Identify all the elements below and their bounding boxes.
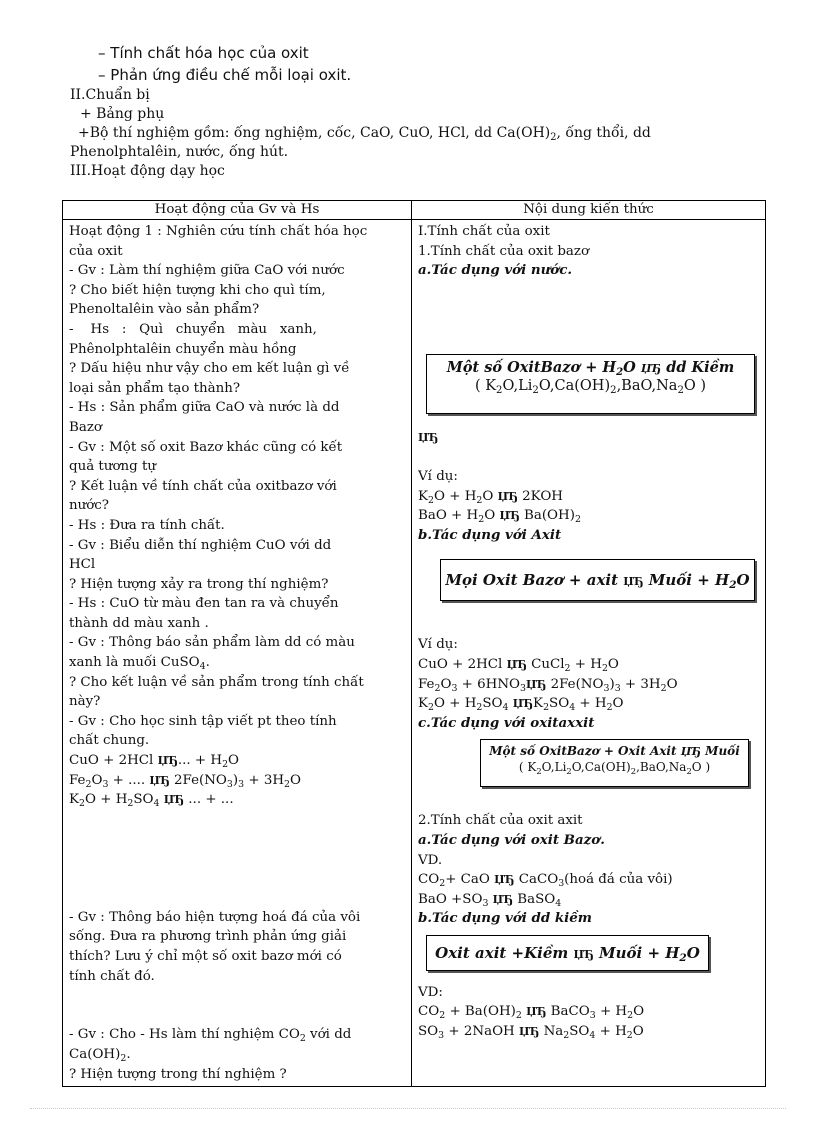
equation: CuO + 2HCl ЏЂ CuCl$_2$ + $H_2O$ (418, 656, 619, 674)
teacher-student-activities (63, 220, 412, 1087)
subheading: c.Tác dụng với oxitaxxit (418, 714, 595, 731)
arrow-icon: ЏЂ (163, 793, 185, 807)
table-header-row (63, 201, 766, 220)
text-line: Bazơ (69, 419, 102, 435)
equation: BaO $+SO_3$ ЏЂ BaSO$_4$ (418, 891, 562, 909)
arrow-icon: ЏЂ (623, 575, 644, 589)
arrow-icon: ЏЂ (512, 697, 534, 711)
arrow-icon: ЏЂ (492, 892, 513, 906)
text-line: ? Cho biết hiện tượng khi cho quì tím, (69, 282, 326, 298)
text-line: VD: (418, 984, 443, 1000)
arrow-icon: ЏЂ (526, 1005, 547, 1019)
arrow-icon: ЏЂ (573, 947, 594, 961)
arrow-icon: ЏЂ (149, 773, 170, 787)
text-line: - Hs : Sản phẩm giữa CaO và nước là dd (69, 400, 340, 416)
arrow-icon: ЏЂ (680, 745, 701, 759)
text-line: quả tương tự (69, 459, 156, 475)
arrow-icon: ЏЂ (157, 754, 178, 768)
text-line: Ví dụ: (418, 637, 458, 653)
text-line: I.Tính chất của oxit (418, 224, 550, 239)
text-line: ? Dấu hiệu như vậy cho em kết luận gì về (69, 361, 350, 377)
page-bottom-rule (30, 1108, 786, 1109)
arrow-icon: ЏЂ (497, 489, 518, 503)
text-line: sống. Đưa ra phương trình phản ứng giải (69, 929, 347, 945)
prep-item: +Bộ thí nghiệm gồm: ống nghiệm, cốc, CaO, CuO, HCl, dd $Ca(OH)_2$, ống thổi, dd (78, 125, 651, 143)
subheading: a.Tác dụng với oxit Bazơ. (418, 831, 605, 848)
equation: $SO_3$ + 2NaOH ЏЂ $Na_2SO_4 + H_2O$ (418, 1024, 644, 1042)
lesson-table (62, 200, 766, 1087)
arrow-icon: ЏЂ (526, 677, 547, 691)
equation: $K_2O + H_2O$ ЏЂ 2KOH (418, 488, 563, 506)
text-line: ? Cho kết luận về sản phẩm trong tính chất (69, 674, 364, 690)
prep-item: + Bảng phụ (80, 106, 165, 122)
text-line: - Gv : Làm thí nghiệm giữa CaO với nước (69, 263, 345, 279)
formula-box: Oxit axit +Kiềm ЏЂ Muối + $H_2O$ (426, 935, 709, 971)
formula-box: Một số OxitBazơ + $H_2O$ ЏЂ dd Kiềm ( $K_2O,Li_2O,Ca(OH)_2,BaO,Na_2O$ ) (426, 354, 755, 414)
arrow-icon: ЏЂ (519, 1025, 540, 1039)
arrow-icon: ЏЂ (494, 873, 515, 887)
arrow-icon: ЏЂ (640, 361, 662, 375)
text-line: - Gv : Thông báo sản phẩm làm dd có màu (69, 635, 355, 651)
text-line: của oxit (69, 243, 123, 259)
text-line: - Gv : Biểu diễn thí nghiệm CuO với dd (69, 537, 332, 553)
text-line: - Gv : Cho - Hs làm thí nghiệm $CO_2$ với dd (69, 1027, 352, 1045)
text-line: thành dd màu xanh . (69, 615, 209, 631)
text-line: Ví dụ: (418, 468, 458, 484)
text-line: ? Kết luận về tính chất của oxitbazơ với (69, 478, 337, 494)
col-header: Nội dung kiến thức (412, 201, 766, 220)
arrow-icon: ЏЂ (418, 430, 439, 444)
text-line: - Hs : CuO từ màu đen tan ra và chuyển (69, 596, 339, 612)
text-line: HCl (69, 557, 96, 573)
text-line: tính chất đó. (69, 968, 155, 984)
text-line: Phenoltalêin vào sản phẩm? (69, 302, 260, 318)
arrow-icon: ЏЂ (499, 509, 520, 523)
section-title: III.Hoạt động dạy học (70, 163, 225, 179)
equation: $CO_2+$ CaO ЏЂ CaCO$_3$(hoá đá của vôi) (418, 872, 673, 890)
text-line: ? Hiện tượng trong thí nghiệm ? (69, 1066, 287, 1082)
text-line: thích? Lưu ý chỉ một số oxit bazơ mới có (69, 948, 342, 964)
objective-item: – Tính chất hóa học của oxit (98, 44, 309, 62)
text-line: xanh là muối CuSO$_4$. (69, 655, 210, 673)
exercise-equation: CuO + 2HCl ЏЂ... + $H_2O$ (69, 753, 240, 771)
text-line: $Ca(OH)_2$. (69, 1046, 131, 1064)
table-row (63, 220, 766, 1087)
col-header: Hoạt động của Gv và Hs (63, 201, 412, 220)
formula-box: Mọi Oxit Bazơ + axit ЏЂ Muối + $H_2O$ (440, 559, 755, 601)
objective-item: – Phản ứng điều chế mỗi loại oxit. (98, 66, 352, 84)
equation: $CO_2 + Ba(OH)_2$ ЏЂ BaCO$_3$ + $H_2O$ (418, 1004, 645, 1022)
formula-box: Một số OxitBazơ + Oxit Axit ЏЂ Muối ( $K_2O,Li_2O,Ca(OH)_2,BaO,Na_2O$ ) (480, 739, 749, 787)
text-line: chất chung. (69, 733, 150, 749)
text-line: 1.Tính chất của oxit bazơ (418, 243, 590, 259)
text-line: nước? (69, 498, 109, 514)
subheading: a.Tác dụng với nước. (418, 262, 573, 279)
text-line: - Gv : Một số oxit Bazơ khác cũng có kết (69, 439, 343, 455)
prep-item-cont: Phenolphtalêin, nước, ống hút. (70, 144, 289, 160)
text-line: - Gv : Cho học sinh tập viết pt theo tính (69, 713, 337, 729)
exercise-equation: $Fe_2O_3$ + .... ЏЂ $2Fe(NO_3)_3 + 3H_2O$ (69, 772, 301, 790)
text-line: - Hs : Quì chuyển màu xanh, (69, 321, 317, 337)
section-title: II.Chuẩn bị (70, 87, 150, 103)
subheading: b.Tác dụng với dd kiềm (418, 910, 592, 927)
subheading: b.Tác dụng với Axit (418, 526, 562, 543)
equation: $K_2O + H_2SO_4$ $ЏЂK_2SO_4 + H_2O$ (418, 696, 624, 714)
equation: BaO + $H_2O$ ЏЂ $Ba(OH)_2$ (418, 508, 581, 526)
text-line: Phênolphtalêin chuyển màu hồng (69, 341, 297, 357)
text-line: VD. (418, 852, 443, 868)
text-line: này? (69, 694, 101, 710)
text-line: - Gv : Thông báo hiện tượng hoá đá của vôi (69, 909, 361, 925)
text-line: ? Hiện tượng xảy ra trong thí nghiệm? (69, 576, 329, 592)
exercise-equation: $K_2O + H_2SO_4$ ЏЂ ... + ... (69, 792, 234, 810)
knowledge-content (412, 220, 766, 1087)
text-line: Hoạt động 1 : Nghiên cứu tính chất hóa học (69, 224, 368, 239)
text-line: 2.Tính chất của oxit axit (418, 813, 583, 829)
text-line: loại sản phẩm tạo thành? (69, 380, 241, 396)
equation: $Fe_2O_3 + 6HNO_3ЏЂ$ $2Fe(NO_3)_3 + 3H_2O$ (418, 676, 678, 694)
text-line: - Hs : Đưa ra tính chất. (69, 517, 225, 533)
arrow-icon: ЏЂ (506, 657, 527, 671)
